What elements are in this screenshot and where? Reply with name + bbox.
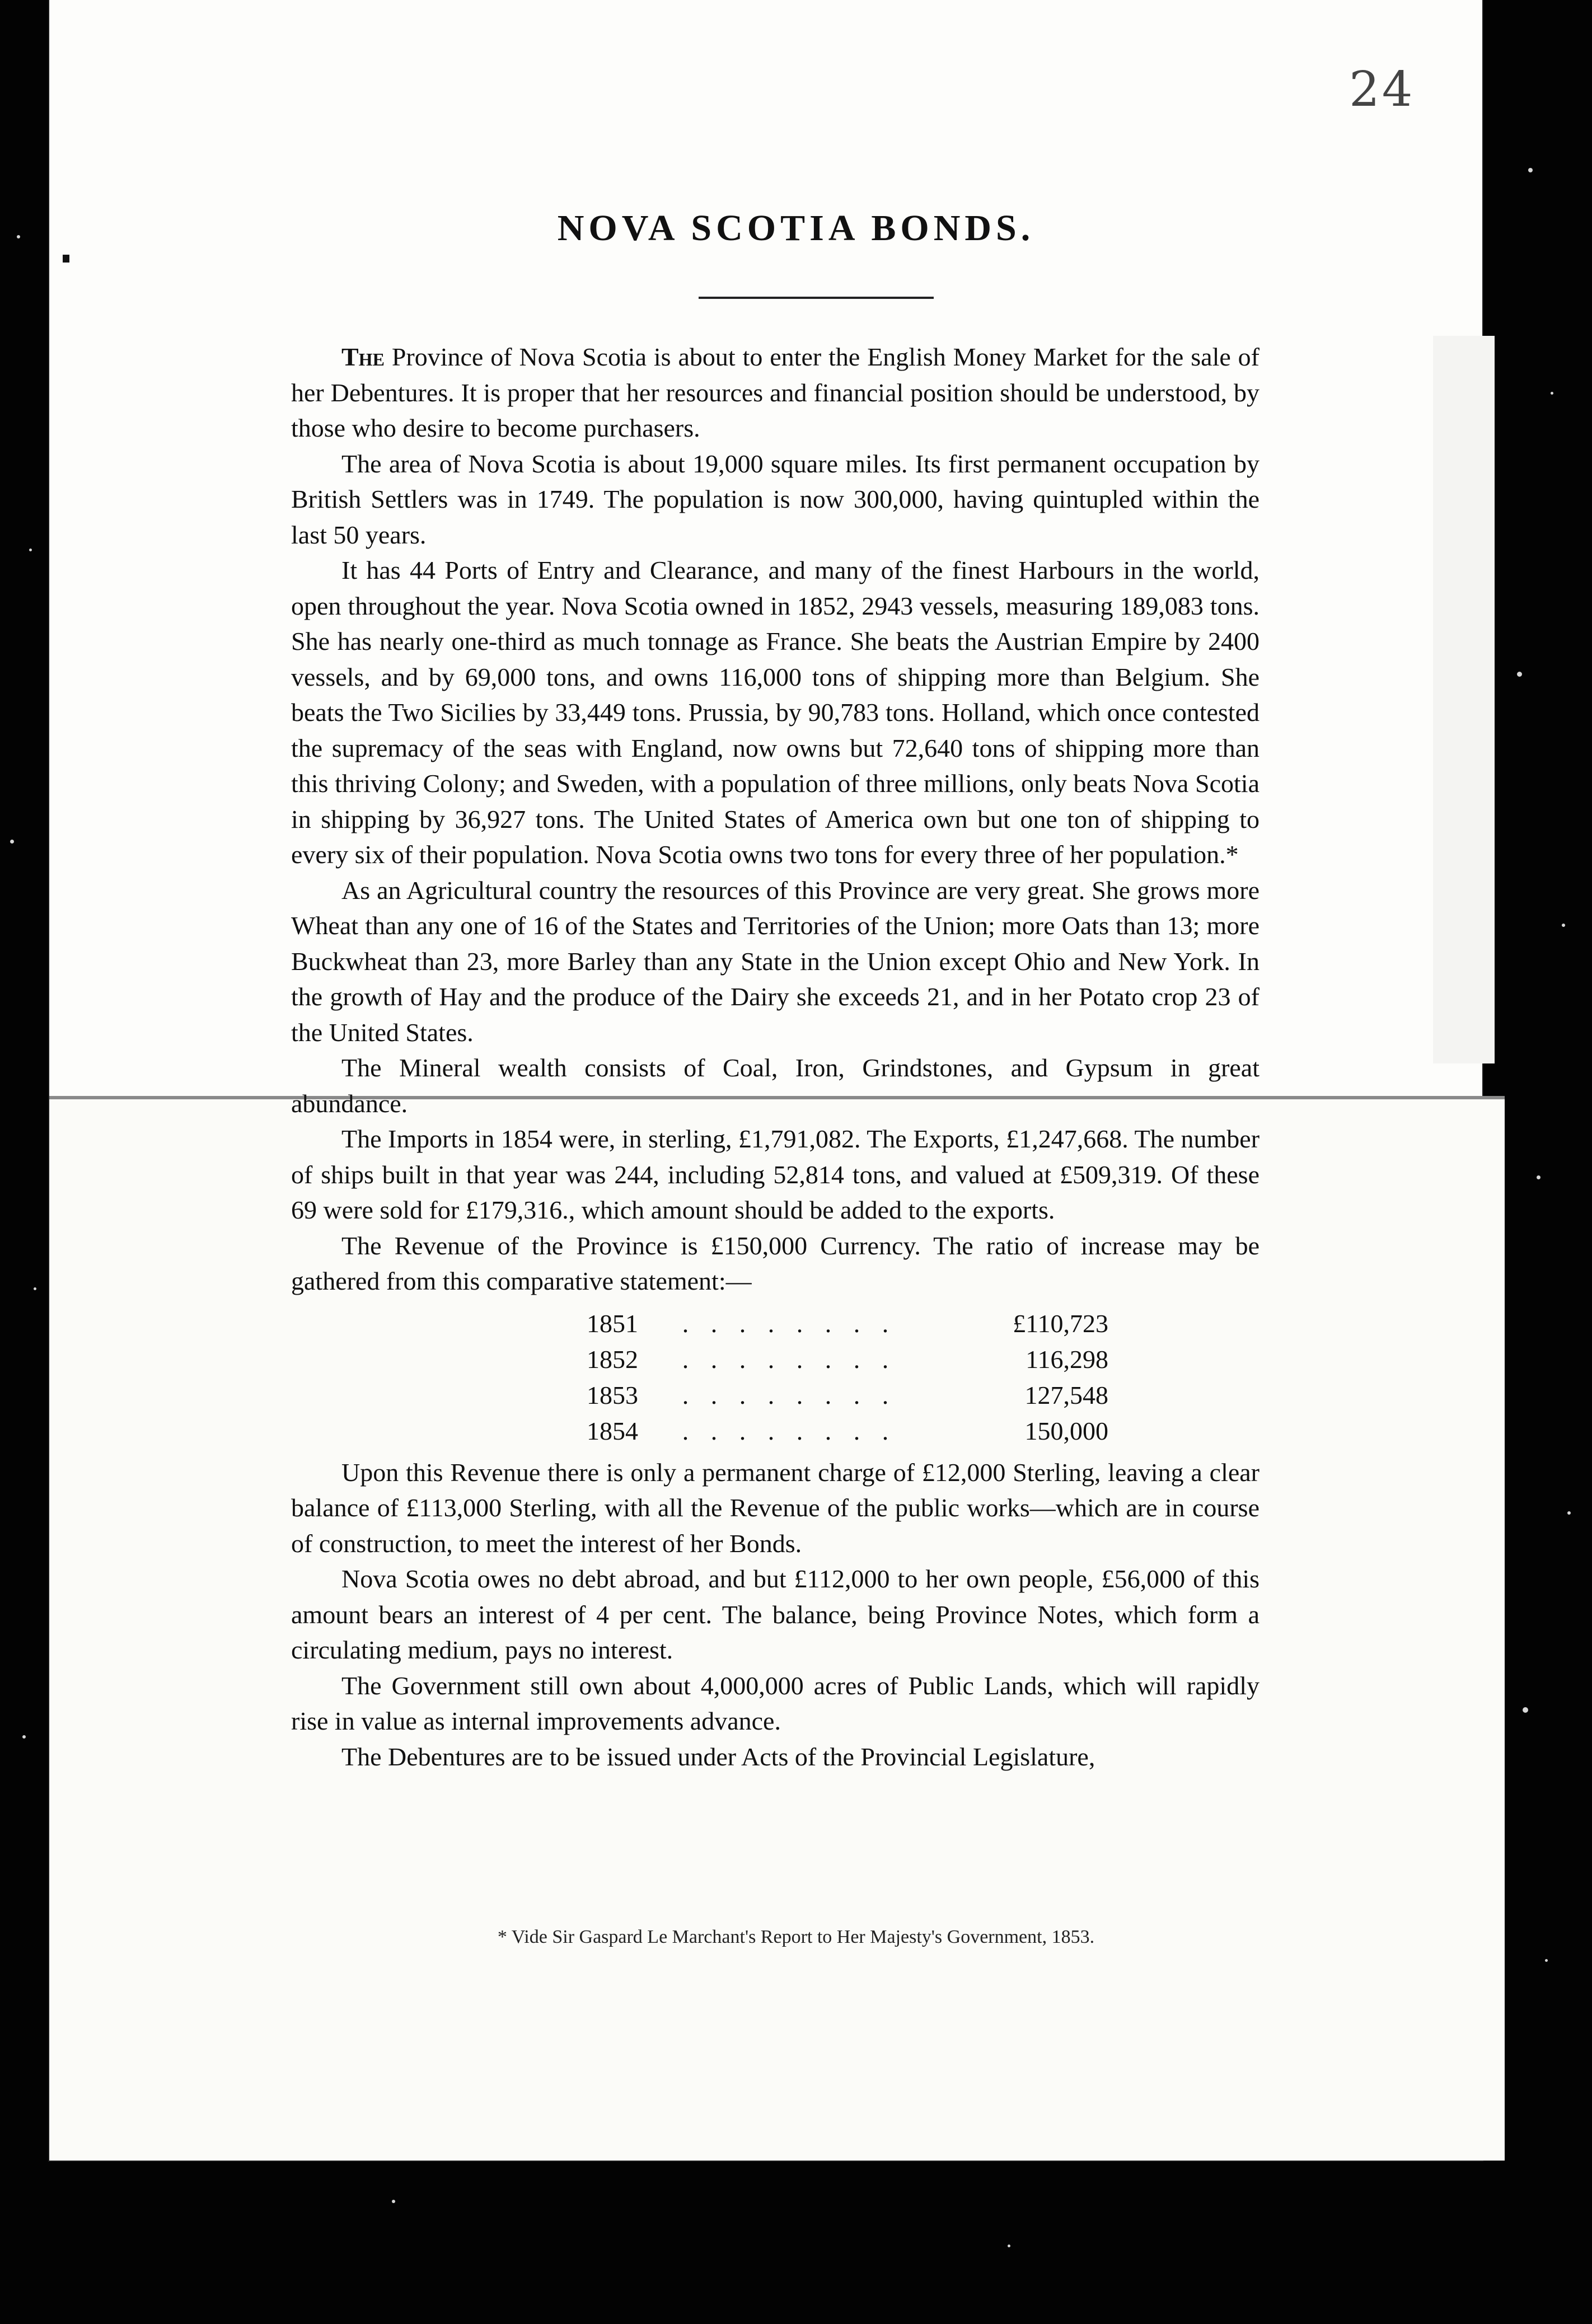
- paragraph-trade: The Imports in 1854 were, in sterling, £1,791,082. The Exports, £1,247,668. The number of ships built in that year was 244, including 52,814 tons, and valued at £509,319. Of these 69 were sold for £179,316., which amount should be added to the exports.: [291, 1124, 1260, 1224]
- margin-mark: [63, 255, 69, 263]
- paragraph-area: The area of Nova Scotia is about 19,000 square miles. Its first permanent occupation by British Settlers was in 1749. The population is now 300,000, having quintupled within the last 50 years.: [291, 449, 1259, 549]
- revenue-amount: 150,000: [1024, 1416, 1108, 1445]
- paragraph-debentures: The Debentures are to be issued under Acts of the Provincial Legislature,: [341, 1742, 1095, 1771]
- revenue-amount: 127,548: [1024, 1380, 1108, 1409]
- paragraph-minerals: The Mineral wealth consists of Coal, Iron, Grindstones, and Gypsum in great abundance.: [291, 1053, 1259, 1118]
- page-number: 24: [1349, 62, 1415, 118]
- paragraph-intro: [291, 339, 1259, 446]
- paper-edge-strip: [1433, 336, 1495, 1063]
- leader-dots: . . . . . . . .: [682, 1309, 897, 1338]
- revenue-year: 1852: [587, 1344, 638, 1374]
- paragraph-lands: The Government still own about 4,000,000 acres of Public Lands, which will rapidly rise in value as internal improvements advance.: [291, 1671, 1259, 1735]
- paragraph-debt: Nova Scotia owes no debt abroad, and but £112,000 to her own people, £56,000 of this amount bears an interest of 4 per cent. The balance, being Province Notes, which form a circulating medium, pays no interest.: [291, 1564, 1259, 1664]
- paragraph-revenue: The Revenue of the Province is £150,000 Currency. The ratio of increase may be gathered from this comparative statement:—: [291, 1231, 1259, 1295]
- document-body: [291, 339, 1259, 1774]
- lead-word: The: [341, 343, 385, 371]
- document-title: NOVA SCOTIA BONDS.: [557, 208, 1035, 249]
- leader-dots: . . . . . . . .: [682, 1416, 897, 1445]
- leader-dots: . . . . . . . .: [682, 1344, 897, 1374]
- paragraph-intro-text: Province of Nova Scotia is about to enter the English Money Market for the sale of her Debentures. It is proper that her resources and financial position should be understood, by those who desire to become purchasers.: [291, 343, 1259, 442]
- footnote: * Vide Sir Gaspard Le Marchant's Report to Her Majesty's Government, 1853.: [497, 1927, 1095, 1947]
- leader-dots: . . . . . . . .: [682, 1380, 897, 1409]
- revenue-year: 1853: [587, 1380, 638, 1409]
- revenue-year: 1851: [587, 1309, 638, 1338]
- title-divider: [699, 297, 934, 299]
- paragraph-balance: Upon this Revenue there is only a permanent charge of £12,000 Sterling, leaving a clear balance of £113,000 Sterling, with all the Revenue of the public works—which are in course of construction, to meet the interest of her Bonds.: [291, 1458, 1259, 1558]
- table-row: [291, 1377, 1259, 1413]
- revenue-year: 1854: [587, 1416, 638, 1445]
- revenue-amount: £110,723: [1013, 1309, 1108, 1338]
- revenue-amount: 116,298: [1026, 1344, 1108, 1374]
- paragraph-agriculture: As an Agricultural country the resources of this Province are very great. She grows more Wheat than any one of 16 of the States and Territories of the Union; more Oats than 13; more Buckwheat than 23, more Barley than any State in the Union except Ohio and New York. In the growth of Hay and the produce of the Dairy she exceeds 21, and in her Potato crop 23 of the United States.: [291, 875, 1259, 1047]
- paragraph-shipping: It has 44 Ports of Entry and Clearance, and many of the finest Harbours in the world, open throughout the year. Nova Scotia owned in 1852, 2943 vessels, measuring 189,083 tons. She has nearly one-third as much tonnage as France. She beats the Austrian Empire by 2400 vessels, and by 69,000 tons, and owns 116,000 tons of shipping more than Belgium. She beats the Two Sicilies by 33,449 tons. Prussia, by 90,783 tons. Holland, which once contested the supremacy of the seas with England, now owns but 72,640 tons of shipping more than this thriving Colony; and Sweden, with a population of three millions, only beats Nova Scotia in shipping by 36,927 tons. The United States of America own but one ton of shipping to every six of their population. Nova Scotia owns two tons for every three of her population.*: [291, 556, 1259, 869]
- table-row: [291, 1342, 1259, 1377]
- revenue-table: [291, 1306, 1259, 1449]
- table-row: [291, 1306, 1259, 1342]
- table-row: [291, 1413, 1259, 1449]
